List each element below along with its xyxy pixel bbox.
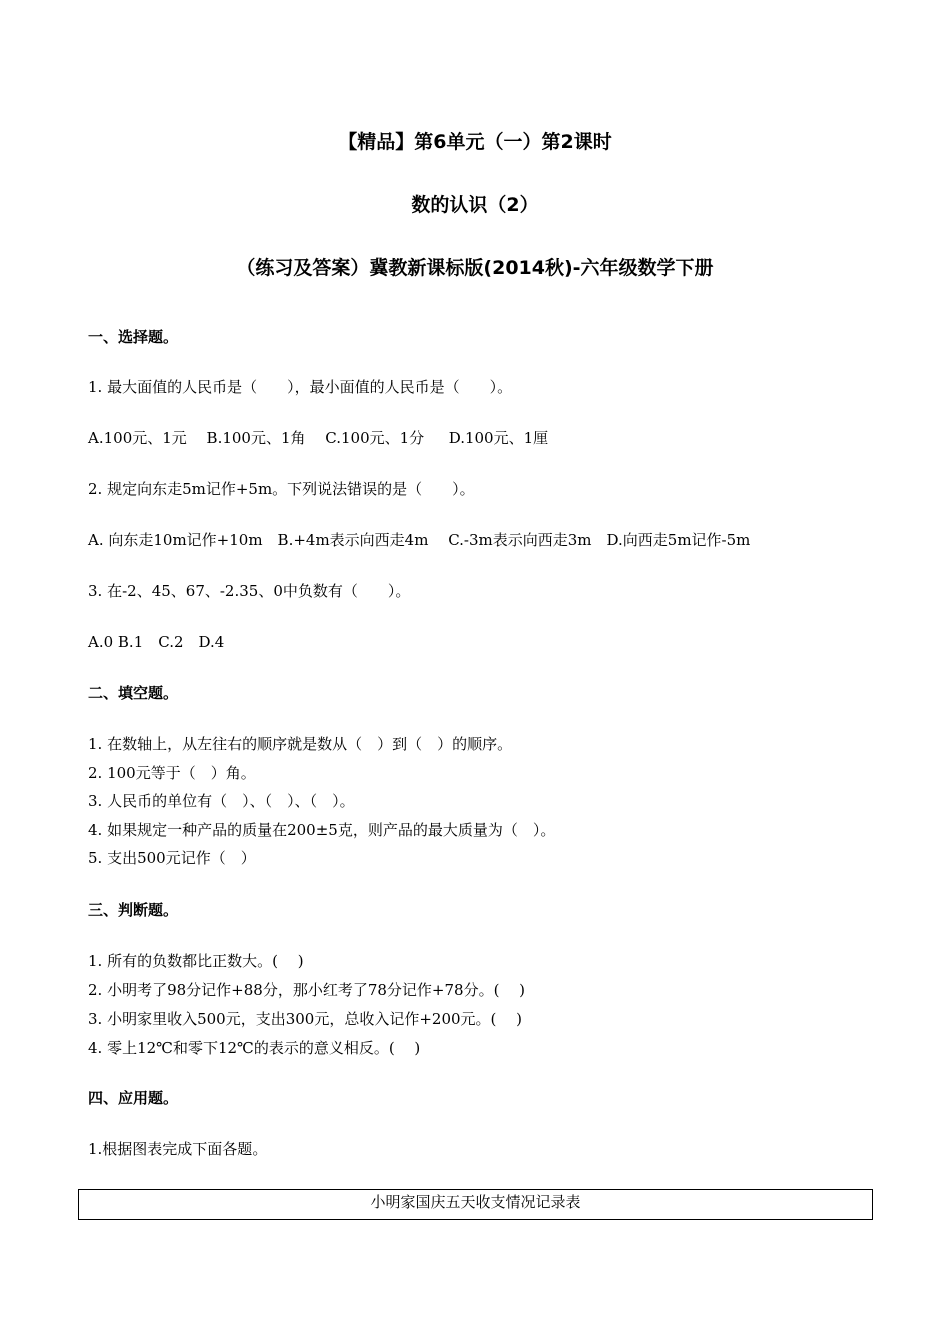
section-3-heading: 三、判断题。 [88,901,179,919]
judge-question-3: 3. 小明家里收入500元，支出300元，总收入记作+200元。( ) [88,1010,523,1028]
title-line-1: 【精品】第6单元（一）第2课时 [338,131,612,153]
title-line-2: 数的认识（2） [411,194,539,216]
fill-question-4: 4. 如果规定一种产品的质量在200±5克，则产品的最大质量为（ ）。 [88,821,556,839]
title-line-3: （练习及答案）冀教新课标版(2014秋)-六年级数学下册 [236,257,714,279]
section-2-heading: 二、填空题。 [88,684,179,702]
fill-question-5: 5. 支出500元记作（ ） [88,849,256,867]
choice-question-3: 3. 在-2、45、67、-2.35、0中负数有（ ）。 [88,582,411,600]
section-1-heading: 一、选择题。 [88,328,179,346]
choice-question-1-options: A.100元、1元 B.100元、1角 C.100元、1分 D.100元、1厘 [88,429,549,447]
choice-question-2: 2. 规定向东走5m记作+5m。下列说法错误的是（ ）。 [88,480,475,498]
table-caption: 小明家国庆五天收支情况记录表 [370,1193,581,1211]
choice-question-3-options: A.0 B.1 C.2 D.4 [88,633,225,651]
judge-question-2: 2. 小明考了98分记作+88分，那小红考了78分记作+78分。( ) [88,981,526,999]
income-expense-table [78,1189,873,1220]
fill-question-3: 3. 人民币的单位有（ ）、（ ）、（ ）。 [88,792,355,810]
fill-question-1: 1. 在数轴上，从左往右的顺序就是数从（ ）到（ ）的顺序。 [88,735,513,753]
section-4-heading: 四、应用题。 [88,1089,179,1107]
judge-question-4: 4. 零上12℃和零下12℃的表示的意义相反。( ) [88,1039,421,1057]
choice-question-2-options: A. 向东走10m记作+10m B.+4m表示向西走4m C.-3m表示向西走3m D.向西走5m记作-5m [88,531,751,549]
judge-question-1: 1. 所有的负数都比正数大。( ) [88,952,304,970]
fill-question-2: 2. 100元等于（ ）角。 [88,764,256,782]
application-question-1: 1.根据图表完成下面各题。 [88,1140,268,1158]
choice-question-1: 1. 最大面值的人民币是（ ），最小面值的人民币是（ ）。 [88,378,513,396]
